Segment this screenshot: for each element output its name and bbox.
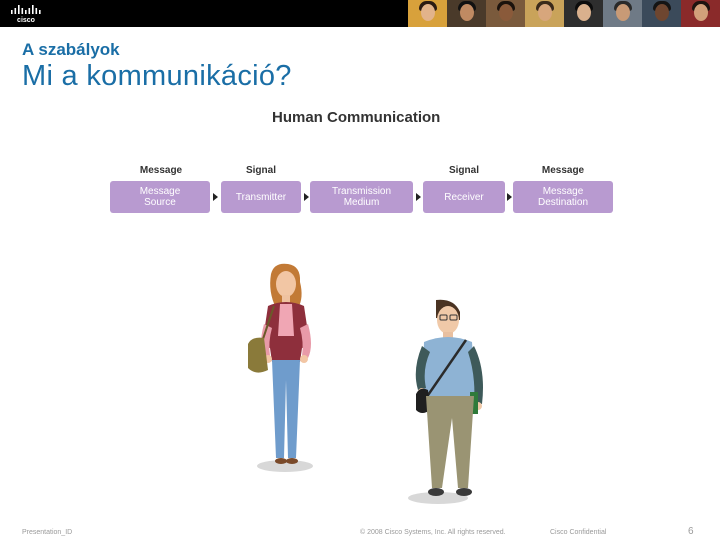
section-subtitle: A szabályok [22, 40, 120, 59]
man-with-book-illustration [396, 298, 492, 508]
box-transmitter: Transmitter [221, 181, 301, 213]
box-receiver: Receiver [423, 181, 505, 213]
top-banner [0, 0, 720, 27]
slide-title: Mi a kommunikáció? [22, 60, 292, 92]
diagram-title: Human Communication [272, 109, 441, 126]
label-message-source: Message [139, 165, 183, 176]
page-number: 6 [688, 526, 694, 537]
cisco-logo-icon [10, 5, 42, 23]
photo-strip [408, 0, 720, 27]
arrow-right-icon [304, 193, 309, 201]
footer-confidential: Cisco Confidential [550, 529, 607, 536]
portrait-photo [525, 0, 564, 27]
portrait-photo [681, 0, 720, 27]
portrait-photo [564, 0, 603, 27]
portrait-photo [408, 0, 447, 27]
footer-copyright: © 2008 Cisco Systems, Inc. All rights reserved. [360, 529, 506, 536]
label-signal-transmitter: Signal [245, 165, 276, 176]
arrow-right-icon [507, 193, 512, 201]
portrait-photo [486, 0, 525, 27]
portrait-photo [642, 0, 681, 27]
arrow-right-icon [416, 193, 421, 201]
woman-with-bag-illustration [238, 262, 328, 474]
label-signal-receiver: Signal [448, 165, 479, 176]
label-message-destination: Message [541, 165, 585, 176]
box-message-source: Message Source [110, 181, 210, 213]
portrait-photo [447, 0, 486, 27]
box-transmission-medium: Transmission Medium [310, 181, 413, 213]
box-message-destination: Message Destination [513, 181, 613, 213]
arrow-right-icon [213, 193, 218, 201]
footer-presentation-id: Presentation_ID [22, 529, 73, 536]
portrait-photo [603, 0, 642, 27]
logo-text: cisco [17, 17, 35, 23]
